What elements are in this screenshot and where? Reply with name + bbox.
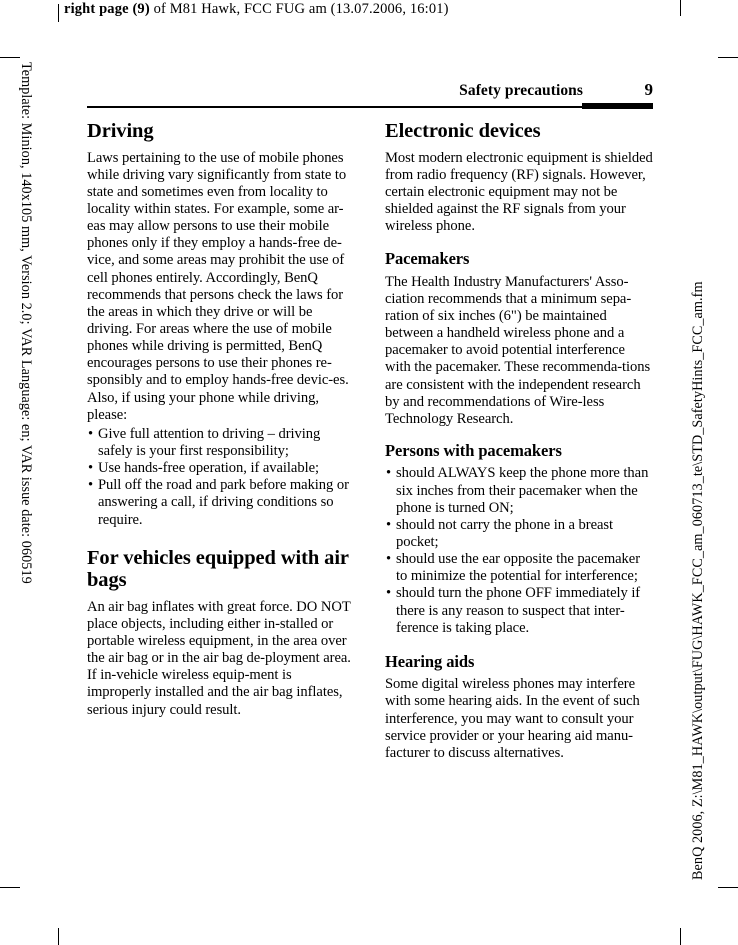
paragraph-pacemakers: The Health Industry Manufacturers' Asso-ciation recommends that a minimum sepa-ration of six inches (6") be maintained between a handheld wireless phone and a pacemaker to avoid potential interference with the pacemaker. These recommenda-tions are consistent with the independent research by and recommendations of Wire-less Technology Research. xyxy=(385,273,651,427)
right-margin-slug-text: BenQ 2006, Z:\M81_HAWK\output\FUG\HAWK_FCC_am_060713_te\STD_SafetyHints_FCC_am.fm xyxy=(690,281,706,880)
crop-mark-left-top xyxy=(0,57,20,58)
list-persons-with-pacemakers xyxy=(385,465,653,636)
left-margin-slug-text: Template: Minion, 140x105 mm, Version 2.0; VAR Language: en; VAR issue date: 060519 xyxy=(18,62,34,584)
bullet-icon: • xyxy=(386,516,392,533)
list-item xyxy=(385,465,653,516)
bullet-icon: • xyxy=(88,425,94,442)
list-item-text: Pull off the road and park before making or answering a call, if driving conditions so require. xyxy=(98,477,349,528)
bullet-icon: • xyxy=(88,477,94,494)
list-item-text: should use the ear opposite the pacemaker to minimize the potential for interference; xyxy=(396,551,640,585)
list-item-text: Give full attention to driving – driving safely is your first responsibility; xyxy=(98,425,321,459)
list-item-text: should not carry the phone in a breast pocket; xyxy=(396,516,614,551)
paragraph-air-bags: An air bag inflates with great force. DO NOT place objects, including either in-stalled or portable wireless equipment, in the area over the air bag or in the air bag de-ployment area. If in-vehicle wireless equip-ment is improperly installed and the air bag inflates, serious injury could result. xyxy=(87,598,351,718)
crop-mark-bottom-right xyxy=(680,928,681,945)
heading-air-bags: For vehicles equipped with air bags xyxy=(87,546,349,592)
crop-mark-bottom-left xyxy=(58,928,59,945)
list-item-text: should ALWAYS keep the phone more than six inches from their pacemaker when the phone is turned ON; xyxy=(396,465,649,516)
header-rule xyxy=(87,106,653,108)
paragraph-driving: Laws pertaining to the use of mobile phones while driving vary significantly from state to state and sometimes even from locality to locality within states. For example, some ar-eas may allow persons to use their mobile phones only if they employ a hands-free de-vice, and some areas may prohibit the use of cell phones entirely. Accordingly, BenQ recommends that persons check the laws for the areas in which they drive or will be driving. For areas where the use of mobile phones while driving is permitted, BenQ encourages persons to use their phones re-sponsibly and to employ hands-free devic-es. Also, if using your phone while driving, please: xyxy=(87,149,349,423)
bullet-icon: • xyxy=(386,551,392,568)
page-number: 9 xyxy=(644,80,653,99)
crop-mark-top-right xyxy=(680,0,681,16)
list-item-text: Use hands-free operation, if available; xyxy=(98,460,319,477)
list-driving-tips xyxy=(87,426,355,529)
list-item xyxy=(87,460,355,477)
paragraph-electronic-devices: Most modern electronic equipment is shielded from radio frequency (RF) signals. However, certain electronic equipment may not be shielded against the RF signals from your wireless phone. xyxy=(385,149,653,235)
list-item xyxy=(385,585,653,636)
running-header-title: Safety precautions xyxy=(459,82,583,99)
list-item xyxy=(87,426,355,460)
bullet-icon: • xyxy=(88,460,94,477)
slug-tick-mark-left xyxy=(58,4,59,22)
bullet-icon: • xyxy=(386,585,392,602)
header-rule-accent-bar xyxy=(582,103,653,109)
left-margin-slug xyxy=(14,62,34,662)
list-item-text: should turn the phone OFF immediately if there is any reason to suspect that inter-ference is taking place. xyxy=(396,585,641,636)
heading-persons-with-pacemakers: Persons with pacemakers xyxy=(385,440,562,460)
crop-mark-right-bottom xyxy=(718,887,738,888)
list-item xyxy=(87,477,355,528)
crop-mark-right-top xyxy=(718,57,738,58)
slug-page-label: right page (9) xyxy=(64,1,150,17)
heading-pacemakers: Pacemakers xyxy=(385,249,470,269)
paragraph-hearing-aids: Some digital wireless phones may interfere with some hearing aids. In the event of such interference, you may want to consult your service provider or your hearing aid manu-facturer to discuss alternatives. xyxy=(385,676,640,761)
heading-hearing-aids: Hearing aids xyxy=(385,651,475,671)
job-slug-line xyxy=(64,1,449,18)
running-header xyxy=(87,80,653,100)
page-body xyxy=(87,120,653,764)
heading-driving: Driving xyxy=(87,120,154,142)
list-item xyxy=(385,551,653,585)
right-margin-slug xyxy=(690,180,727,880)
slug-document-info: of M81 Hawk, FCC FUG am (13.07.2006, 16:01) xyxy=(149,1,449,17)
left-column xyxy=(87,120,355,764)
right-column xyxy=(385,120,653,764)
crop-mark-left-bottom xyxy=(0,887,20,888)
bullet-icon: • xyxy=(386,465,392,482)
list-item xyxy=(385,517,653,551)
heading-electronic-devices: Electronic devices xyxy=(385,120,541,142)
